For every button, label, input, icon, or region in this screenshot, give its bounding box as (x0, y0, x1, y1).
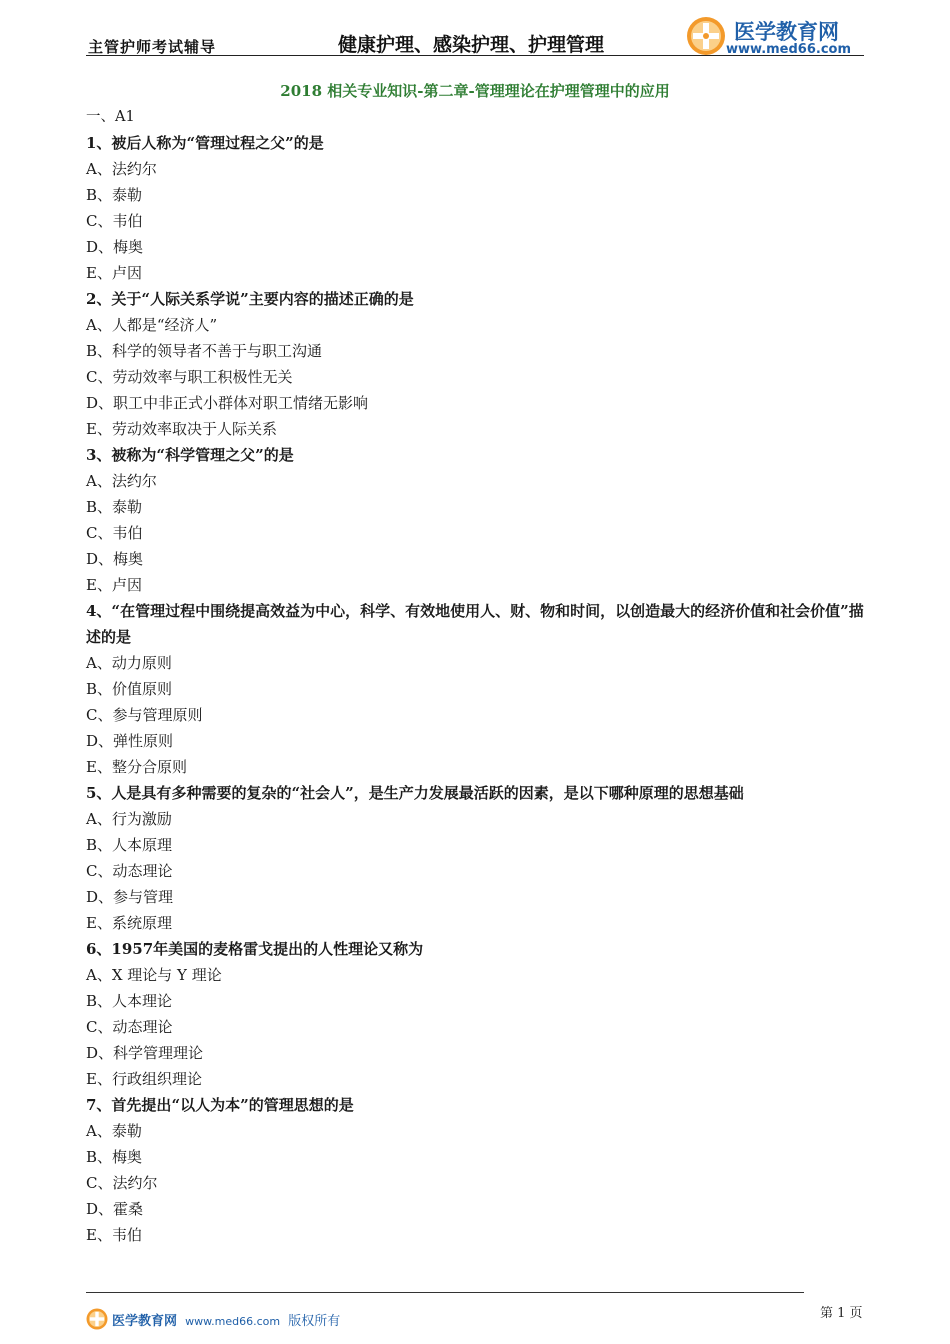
option-e: E、卢因 (86, 264, 142, 282)
option-c: C、韦伯 (86, 524, 143, 542)
option-c: C、劳动效率与职工积极性无关 (86, 368, 293, 386)
option-e: E、劳动效率取决于人际关系 (86, 420, 277, 438)
question-stem: 1、被后人称为“管理过程之父”的是 (86, 134, 324, 152)
option-d: D、职工中非正式小群体对职工情绪无影响 (86, 394, 369, 412)
option-c: C、动态理论 (86, 1018, 173, 1036)
option-d: D、科学管理理论 (86, 1044, 204, 1062)
footer-divider (86, 1292, 804, 1293)
question-5 (86, 780, 866, 936)
question-stem: 7、首先提出“以人为本”的管理思想的是 (86, 1096, 354, 1114)
option-e: E、整分合原则 (86, 758, 187, 776)
option-c: C、参与管理原则 (86, 706, 203, 724)
question-2 (86, 286, 866, 442)
option-a: A、动力原则 (86, 654, 172, 672)
option-c: C、法约尔 (86, 1174, 158, 1192)
option-a: A、人都是“经济人” (86, 316, 218, 334)
logo-brand-name: 医学教育网 (734, 20, 839, 44)
section-label: 一、A1 (86, 109, 135, 125)
option-b: B、人本理论 (86, 992, 173, 1010)
option-b: B、梅奥 (86, 1148, 143, 1166)
logo-url: www.med66.com (726, 42, 852, 57)
option-b: B、人本原理 (86, 836, 173, 854)
brand-logo (686, 14, 866, 60)
footer-site-name: 医学教育网 (112, 1314, 178, 1329)
page-header (86, 14, 864, 58)
option-b: B、科学的领导者不善于与职工沟通 (86, 342, 323, 360)
footer-copyright (112, 1310, 340, 1329)
option-a: A、行为激励 (86, 810, 172, 828)
question-4 (86, 598, 866, 780)
question-6 (86, 936, 866, 1092)
option-a: A、法约尔 (86, 160, 157, 178)
option-d: D、梅奥 (86, 550, 144, 568)
footer-url[interactable]: www.med66.com (185, 1315, 281, 1328)
question-stem: 5、人是具有多种需要的复杂的“社会人”，是生产力发展最活跃的因素，是以下哪种原理的思想基础 (86, 784, 744, 802)
question-1 (86, 130, 866, 286)
option-e: E、韦伯 (86, 1226, 142, 1244)
option-d: D、参与管理 (86, 888, 174, 906)
cross-logo-icon (686, 16, 726, 56)
header-subject: 健康护理、感染护理、护理管理 (338, 34, 605, 56)
option-c: C、韦伯 (86, 212, 143, 230)
option-a: A、X 理论与 Y 理论 (86, 966, 222, 984)
option-d: D、弹性原则 (86, 732, 174, 750)
option-e: E、卢因 (86, 576, 142, 594)
option-c: C、动态理论 (86, 862, 173, 880)
option-d: D、霍桑 (86, 1200, 144, 1218)
question-stem: 6、1957年美国的麦格雷戈提出的人性理论又称为 (86, 940, 424, 958)
option-b: B、泰勒 (86, 498, 143, 516)
page-number: 第 1 页 (820, 1306, 863, 1321)
option-e: E、系统原理 (86, 914, 172, 932)
header-course-name: 主管护师考试辅导 (88, 38, 217, 56)
footer-cross-logo-icon (86, 1308, 108, 1330)
question-7 (86, 1092, 866, 1248)
option-e: E、行政组织理论 (86, 1070, 202, 1088)
question-3 (86, 442, 866, 598)
option-b: B、价值原则 (86, 680, 173, 698)
option-b: B、泰勒 (86, 186, 143, 204)
option-a: A、法约尔 (86, 472, 157, 490)
header-divider (86, 55, 864, 56)
footer-rights: 版权所有 (288, 1314, 341, 1329)
question-stem: 4、“在管理过程中围绕提高效益为中心，科学、有效地使用人、财、物和时间，以创造最大的经济价值和社会价值”描述的是 (86, 602, 864, 646)
question-stem: 2、关于“人际关系学说”主要内容的描述正确的是 (86, 290, 414, 308)
document-title: 2018 相关专业知识-第二章-管理理论在护理管理中的应用 (280, 82, 670, 100)
option-a: A、泰勒 (86, 1122, 142, 1140)
question-list (86, 104, 866, 1248)
question-stem: 3、被称为“科学管理之父”的是 (86, 446, 294, 464)
option-d: D、梅奥 (86, 238, 144, 256)
